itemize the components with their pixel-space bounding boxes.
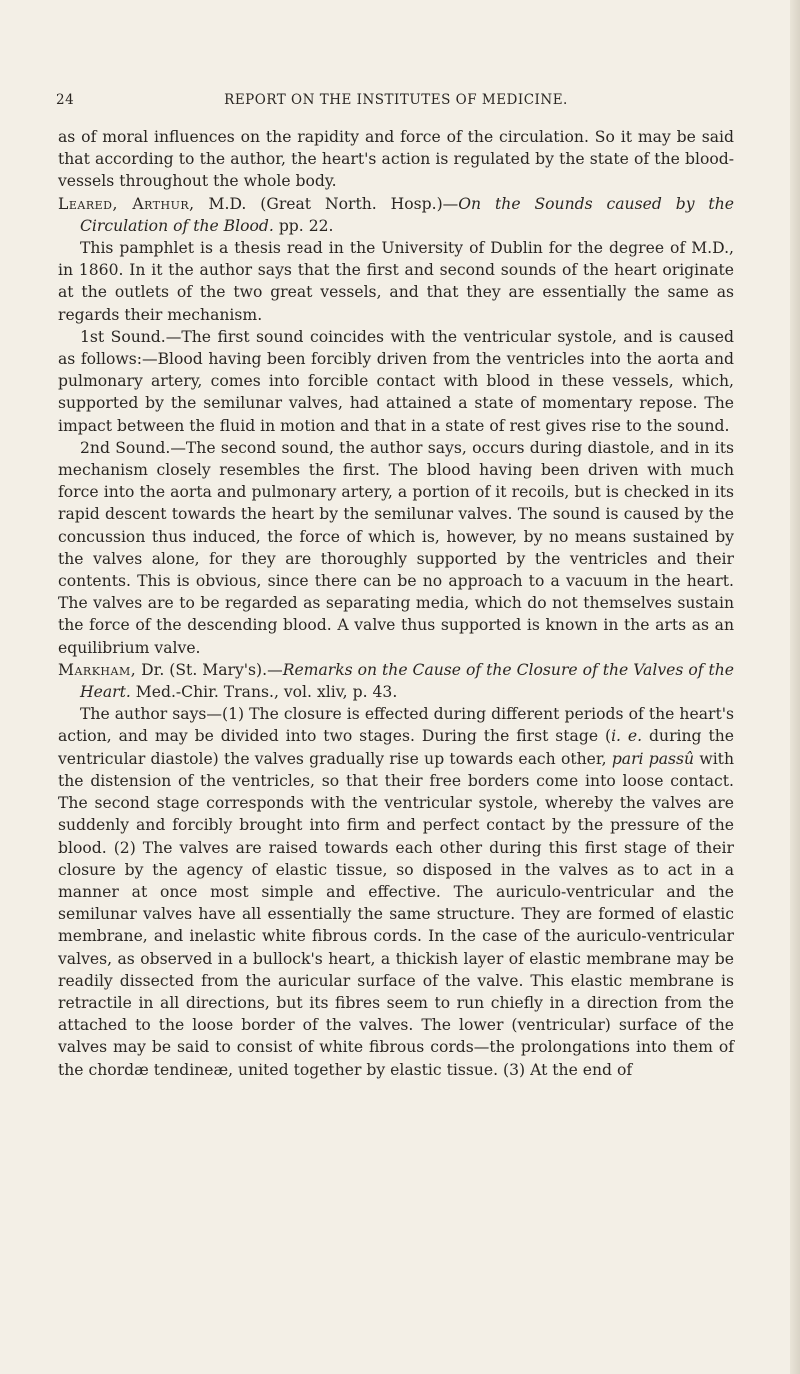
text-run: M.D. (Great North. Hosp.)— <box>194 194 459 213</box>
text-run: 2nd Sound.—The second sound, the author says, occurs during diastole, and in its mechanism closely resembles the first. The blood having been driven with much force into the aorta and pulmonary artery, a portion of it recoils, but is checked in its rapid descent towards the heart by the semilunar valves. The sound is caused by the concussion thus induced, the force of which is, however, by no means sustained by the valves alone, for they are thoroughly supported by the ventricles and their contents. This is obvious, since there can be no approach to a vacuum in the heart. The valves are to be regarded as separating media, which do not themselves sustain the force of the descending blood. A valve thus supported is known in the arts as an equilibrium valve. <box>58 438 734 657</box>
author-name: Markham, <box>58 660 137 679</box>
paragraph <box>58 126 734 193</box>
paragraph <box>58 237 734 326</box>
italic-text: i. e. <box>611 727 643 746</box>
paragraph <box>58 437 734 659</box>
italic-text: On the Sounds caused by the Circulation of the Blood. <box>80 194 734 235</box>
page-number: 24 <box>56 92 75 108</box>
author-name: Leared, Arthur, <box>58 194 195 213</box>
text-run: Med.-Chir. Trans., vol. xliv, p. 43. <box>130 683 398 702</box>
page-edge <box>790 0 800 1374</box>
text-run: This pamphlet is a thesis read in the University of Dublin for the degree of M.D., in 1860. In it the author says that the first and second sounds of the heart originate at the outlets of the two great vessels, and that they are essentially the same as regards their mechanism. <box>58 239 734 324</box>
text-run: 1st Sound.—The first sound coincides with the ventricular systole, and is caused as follows:—Blood having been forcibly driven from the ventricles into the aorta and pulmonary artery, comes into forcible contact with blood in these vessels, which, supported by the semilunar valves, had attained a state of momentary repose. The impact between the fluid in motion and that in a state of rest gives rise to the sound. <box>58 327 734 435</box>
italic-text: pari passû <box>611 749 695 768</box>
italic-text: Remarks on the Cause of the Closure of the Valves of the Heart. <box>80 660 734 702</box>
running-title: REPORT ON THE INSTITUTES OF MEDICINE. <box>224 92 568 108</box>
running-header <box>56 92 736 116</box>
text-run: Dr. (St. Mary's).— <box>136 660 283 679</box>
text-run: with the distension of the ventricles, so that their free borders come into loose contact. The second stage corresponds with the ventricular systole, whereby the valves are suddenly and forcibly brought into firm and perfect contact by the pressure of the blood. (2) The valves are raised towards each other during this first stage of their closure by the agency of elastic tissue, so disposed in the valves as to act in a manner at once most simple and effective. The auriculo-ventricular and the semilunar valves have all essentially the same structure. They are formed of elastic membrane, and inelastic white fibrous cords. In the case of the auriculo-ventricular valves, as observed in a bullock's heart, a thickish layer of elastic membrane may be readily dissected from the auricular surface of the valve. This elastic membrane is retractile in all directions, but its fibres seem to run chiefly in a direction from the attached to the loose border of the valves. The lower (ventricular) surface of the valves may be said to consist of white fibrous cords—the prolongations into them of the chordæ tendineæ, united together by elastic tissue. (3) At the end of <box>58 749 734 1079</box>
bibliography-entry <box>58 193 734 237</box>
text-run: pp. 22. <box>273 216 334 235</box>
body-text <box>58 126 734 1081</box>
bibliography-entry <box>58 659 734 703</box>
text-run: during the ventricular diastole) the valves gradually rise up towards each other, <box>58 727 734 768</box>
text-run: as of moral influences on the rapidity and force of the circulation. So it may be said that according to the author, the heart's action is regulated by the state of the blood-vessels throughout the whole body. <box>58 128 734 191</box>
paragraph <box>58 703 734 1080</box>
text-run: The author says—(1) The closure is effected during different periods of the heart's action, and may be divided into two stages. During the first stage ( <box>58 705 734 746</box>
paragraph <box>58 326 734 437</box>
